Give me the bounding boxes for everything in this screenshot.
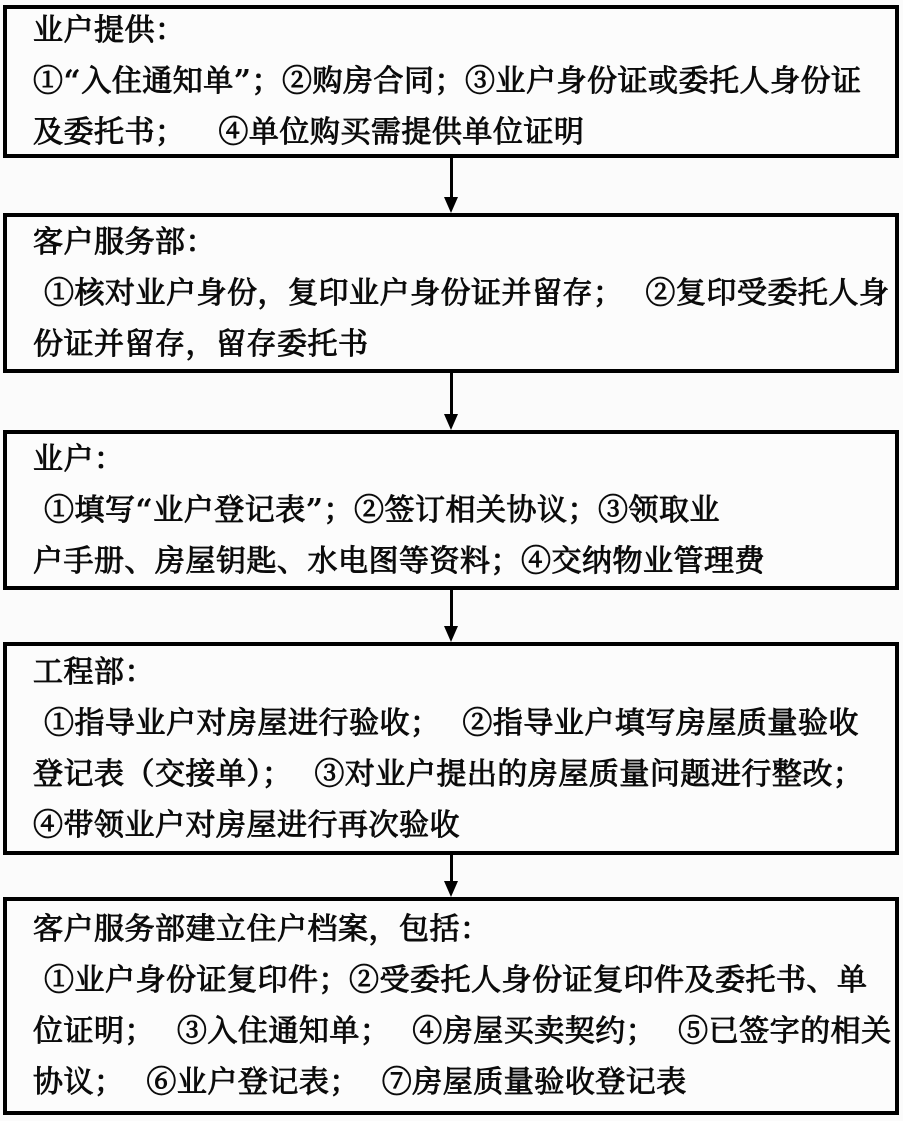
step-text-line: ①业户身份证复印件；②受委托人身份证复印件及委托书、单 xyxy=(33,963,868,998)
flow-arrow-2 xyxy=(3,373,899,430)
step-text-line: ④带领业户对房屋进行再次验收 xyxy=(33,807,460,843)
step-text-line: ①“入住通知单”；②购房合同；③业户身份证或委托人身份证 xyxy=(33,64,862,99)
step-title: 客户服务部： xyxy=(33,224,216,260)
arrow-down-icon xyxy=(444,414,458,430)
step-text-line: 及委托书； ④单位购买需提供单位证明 xyxy=(33,115,585,150)
step-title: 工程部： xyxy=(33,654,155,690)
step-text-line: 户手册、房屋钥匙、水电图等资料；④交纳物业管理费 xyxy=(33,543,765,579)
arrow-line xyxy=(450,158,453,198)
flow-step-customer-service-dept xyxy=(3,213,899,373)
arrow-down-icon xyxy=(444,197,458,213)
flow-arrow-1 xyxy=(3,158,899,213)
step-title: 业户： xyxy=(33,441,125,477)
step-text-line: ①填写“业户登记表”；②签订相关协议；③领取业 xyxy=(33,492,720,528)
flow-arrow-4 xyxy=(3,855,899,897)
step-title: 客户服务部建立住户档案，包括： xyxy=(33,912,491,947)
step-text-line: 协议； ⑥业户登记表； ⑦房屋质量验收登记表 xyxy=(33,1065,687,1100)
step-text-line: ①指导业户对房屋进行验收； ②指导业户填写房屋质量验收 xyxy=(33,705,859,741)
flow-step-engineering-dept xyxy=(3,642,899,855)
flow-step-owner-provides xyxy=(3,5,899,158)
arrow-line xyxy=(450,373,453,415)
arrow-down-icon xyxy=(444,626,458,642)
flow-step-customer-service-archive xyxy=(3,897,899,1115)
arrow-line xyxy=(450,590,453,627)
arrow-line xyxy=(450,855,453,882)
step-text-line: 登记表（交接单）； ③对业户提出的房屋质量问题进行整改； xyxy=(33,756,864,792)
step-text-line: 位证明； ③入住通知单； ④房屋买卖契约； ⑤已签字的相关 xyxy=(33,1014,892,1049)
step-title: 业户提供： xyxy=(33,13,186,48)
flow-step-owner xyxy=(3,430,899,590)
step-text-line: ①核对业户身份，复印业户身份证并留存； ②复印受委托人身 xyxy=(33,275,890,311)
flow-arrow-3 xyxy=(3,590,899,642)
step-text-line: 份证并留存，留存委托书 xyxy=(33,326,369,362)
arrow-down-icon xyxy=(444,881,458,897)
